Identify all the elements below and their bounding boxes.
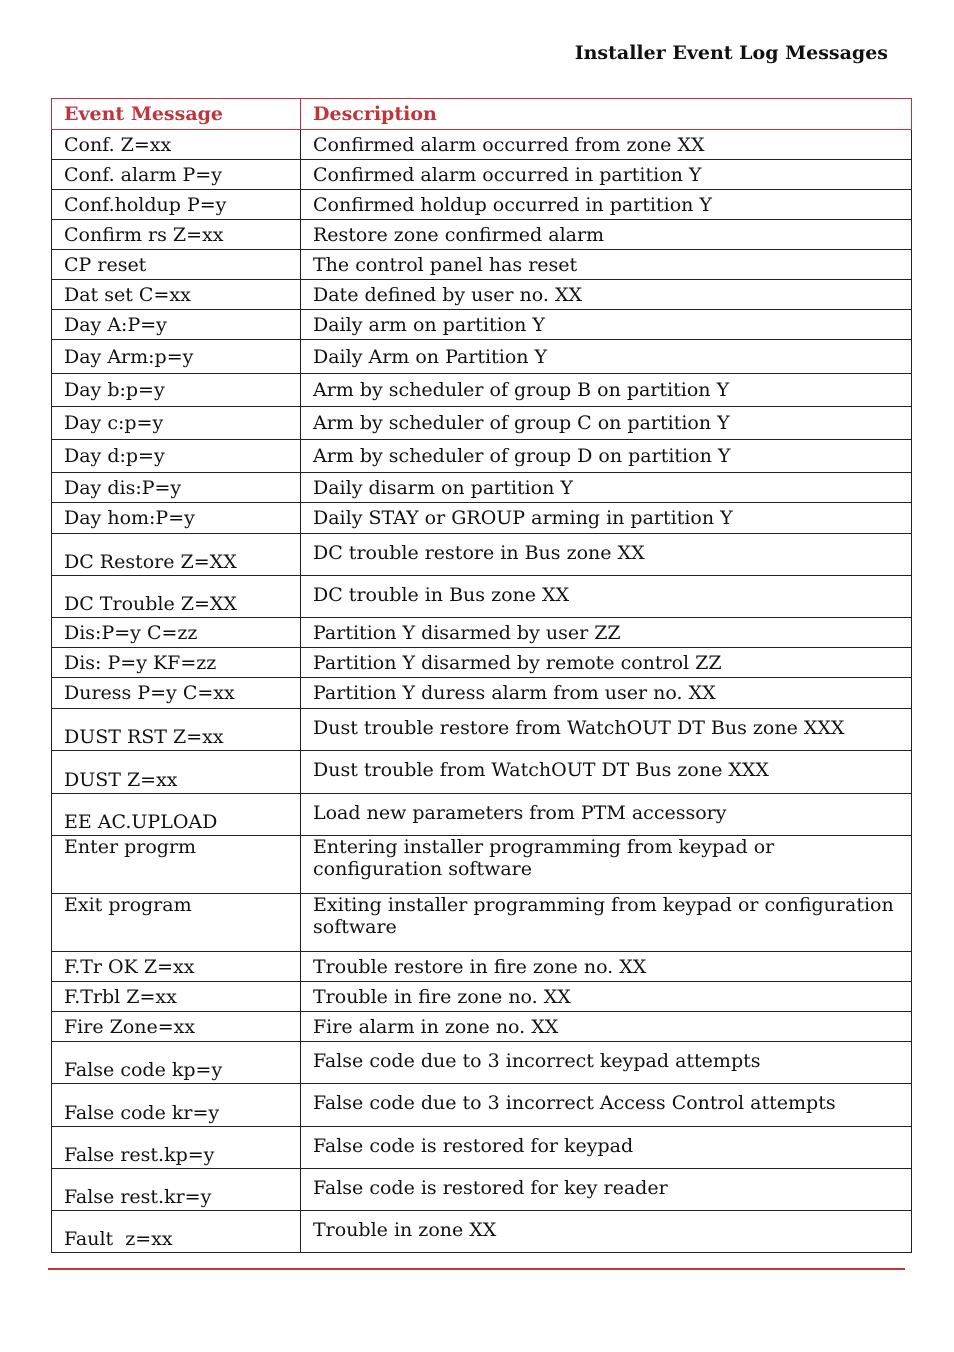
table-row bbox=[52, 576, 912, 618]
description-cell: False code due to 3 incorrect Access Control attempts bbox=[301, 1084, 912, 1127]
description-cell: Confirmed alarm occurred from zone XX bbox=[301, 130, 912, 160]
table-row bbox=[52, 678, 912, 709]
table-row bbox=[52, 190, 912, 220]
table-row bbox=[52, 751, 912, 794]
description-cell: Daily Arm on Partition Y bbox=[301, 340, 912, 374]
description-cell: Arm by scheduler of group B on partition Y bbox=[301, 374, 912, 407]
event-message-cell: Fault z=xx bbox=[52, 1211, 301, 1253]
description-cell: Confirmed holdup occurred in partition Y bbox=[301, 190, 912, 220]
event-message-cell: False code kr=y bbox=[52, 1084, 301, 1127]
event-message-cell: Day A:P=y bbox=[52, 310, 301, 340]
event-message-cell: EE AC.UPLOAD bbox=[52, 794, 301, 836]
page-header: Installer Event Log Messages bbox=[574, 42, 888, 64]
description-cell: Partition Y disarmed by remote control ZZ bbox=[301, 648, 912, 678]
description-cell: Entering installer programming from keypad or configuration software bbox=[301, 836, 912, 894]
event-message-cell: DUST RST Z=xx bbox=[52, 709, 301, 751]
description-cell: DC trouble in Bus zone XX bbox=[301, 576, 912, 618]
table-row bbox=[52, 407, 912, 440]
table-row bbox=[52, 1012, 912, 1042]
event-message-cell: Day hom:P=y bbox=[52, 503, 301, 534]
event-message-cell: DUST Z=xx bbox=[52, 751, 301, 794]
description-cell: Load new parameters from PTM accessory bbox=[301, 794, 912, 836]
description-cell: Exiting installer programming from keypad or configuration software bbox=[301, 894, 912, 952]
event-message-cell: False rest.kr=y bbox=[52, 1169, 301, 1211]
table-row bbox=[52, 982, 912, 1012]
table-row bbox=[52, 473, 912, 503]
event-message-cell: F.Tr OK Z=xx bbox=[52, 952, 301, 982]
description-cell: Confirmed alarm occurred in partition Y bbox=[301, 160, 912, 190]
event-message-cell: False rest.kp=y bbox=[52, 1127, 301, 1169]
description-cell: Date defined by user no. XX bbox=[301, 280, 912, 310]
table-row bbox=[52, 618, 912, 648]
event-message-cell: Day c:p=y bbox=[52, 407, 301, 440]
table-row bbox=[52, 340, 912, 374]
column-header-description: Description bbox=[301, 99, 912, 130]
description-cell: Daily disarm on partition Y bbox=[301, 473, 912, 503]
description-cell: DC trouble restore in Bus zone XX bbox=[301, 534, 912, 576]
event-message-cell: Duress P=y C=xx bbox=[52, 678, 301, 709]
table-row bbox=[52, 794, 912, 836]
description-cell: Dust trouble restore from WatchOUT DT Bus zone XXX bbox=[301, 709, 912, 751]
description-cell: Partition Y disarmed by user ZZ bbox=[301, 618, 912, 648]
table-row bbox=[52, 374, 912, 407]
table-row bbox=[52, 648, 912, 678]
event-message-cell: Conf. alarm P=y bbox=[52, 160, 301, 190]
description-cell: Trouble in fire zone no. XX bbox=[301, 982, 912, 1012]
description-cell: Restore zone confirmed alarm bbox=[301, 220, 912, 250]
description-cell: Arm by scheduler of group C on partition Y bbox=[301, 407, 912, 440]
table-row bbox=[52, 130, 912, 160]
description-cell: Trouble restore in fire zone no. XX bbox=[301, 952, 912, 982]
table-row bbox=[52, 709, 912, 751]
table-row bbox=[52, 220, 912, 250]
description-cell: Daily STAY or GROUP arming in partition Y bbox=[301, 503, 912, 534]
table-body bbox=[52, 130, 912, 1253]
table-row bbox=[52, 1084, 912, 1127]
table-row bbox=[52, 503, 912, 534]
event-message-cell: Conf.holdup P=y bbox=[52, 190, 301, 220]
event-message-cell: DC Trouble Z=XX bbox=[52, 576, 301, 618]
description-cell: Daily arm on partition Y bbox=[301, 310, 912, 340]
description-cell: Partition Y duress alarm from user no. XX bbox=[301, 678, 912, 709]
description-cell: The control panel has reset bbox=[301, 250, 912, 280]
footer-divider bbox=[48, 1268, 905, 1270]
table-row bbox=[52, 250, 912, 280]
event-message-cell: Enter progrm bbox=[52, 836, 301, 894]
description-cell: Fire alarm in zone no. XX bbox=[301, 1012, 912, 1042]
description-cell: Dust trouble from WatchOUT DT Bus zone XXX bbox=[301, 751, 912, 794]
event-message-cell: Day Arm:p=y bbox=[52, 340, 301, 374]
event-message-cell: Day d:p=y bbox=[52, 440, 301, 473]
description-cell: Arm by scheduler of group D on partition Y bbox=[301, 440, 912, 473]
table-row bbox=[52, 1127, 912, 1169]
event-log-table bbox=[51, 98, 912, 1253]
event-message-cell: CP reset bbox=[52, 250, 301, 280]
event-message-cell: F.Trbl Z=xx bbox=[52, 982, 301, 1012]
event-message-cell: Dis: P=y KF=zz bbox=[52, 648, 301, 678]
column-header-event-message: Event Message bbox=[52, 99, 301, 130]
description-cell: False code is restored for keypad bbox=[301, 1127, 912, 1169]
event-message-cell: Confirm rs Z=xx bbox=[52, 220, 301, 250]
event-message-cell: Day b:p=y bbox=[52, 374, 301, 407]
table-row bbox=[52, 894, 912, 952]
event-message-cell: DC Restore Z=XX bbox=[52, 534, 301, 576]
event-message-cell: Exit program bbox=[52, 894, 301, 952]
table-header-row bbox=[52, 99, 912, 130]
event-message-cell: Dis:P=y C=zz bbox=[52, 618, 301, 648]
table-row bbox=[52, 534, 912, 576]
event-message-cell: False code kp=y bbox=[52, 1042, 301, 1084]
table-row bbox=[52, 160, 912, 190]
description-cell: False code due to 3 incorrect keypad attempts bbox=[301, 1042, 912, 1084]
description-cell: False code is restored for key reader bbox=[301, 1169, 912, 1211]
event-message-cell: Dat set C=xx bbox=[52, 280, 301, 310]
table-row bbox=[52, 1042, 912, 1084]
table-row bbox=[52, 440, 912, 473]
table-row bbox=[52, 310, 912, 340]
table-row bbox=[52, 1211, 912, 1253]
table-row bbox=[52, 836, 912, 894]
table-row bbox=[52, 1169, 912, 1211]
table-row bbox=[52, 952, 912, 982]
event-message-cell: Conf. Z=xx bbox=[52, 130, 301, 160]
description-cell: Trouble in zone XX bbox=[301, 1211, 912, 1253]
table-row bbox=[52, 280, 912, 310]
event-message-cell: Day dis:P=y bbox=[52, 473, 301, 503]
event-message-cell: Fire Zone=xx bbox=[52, 1012, 301, 1042]
